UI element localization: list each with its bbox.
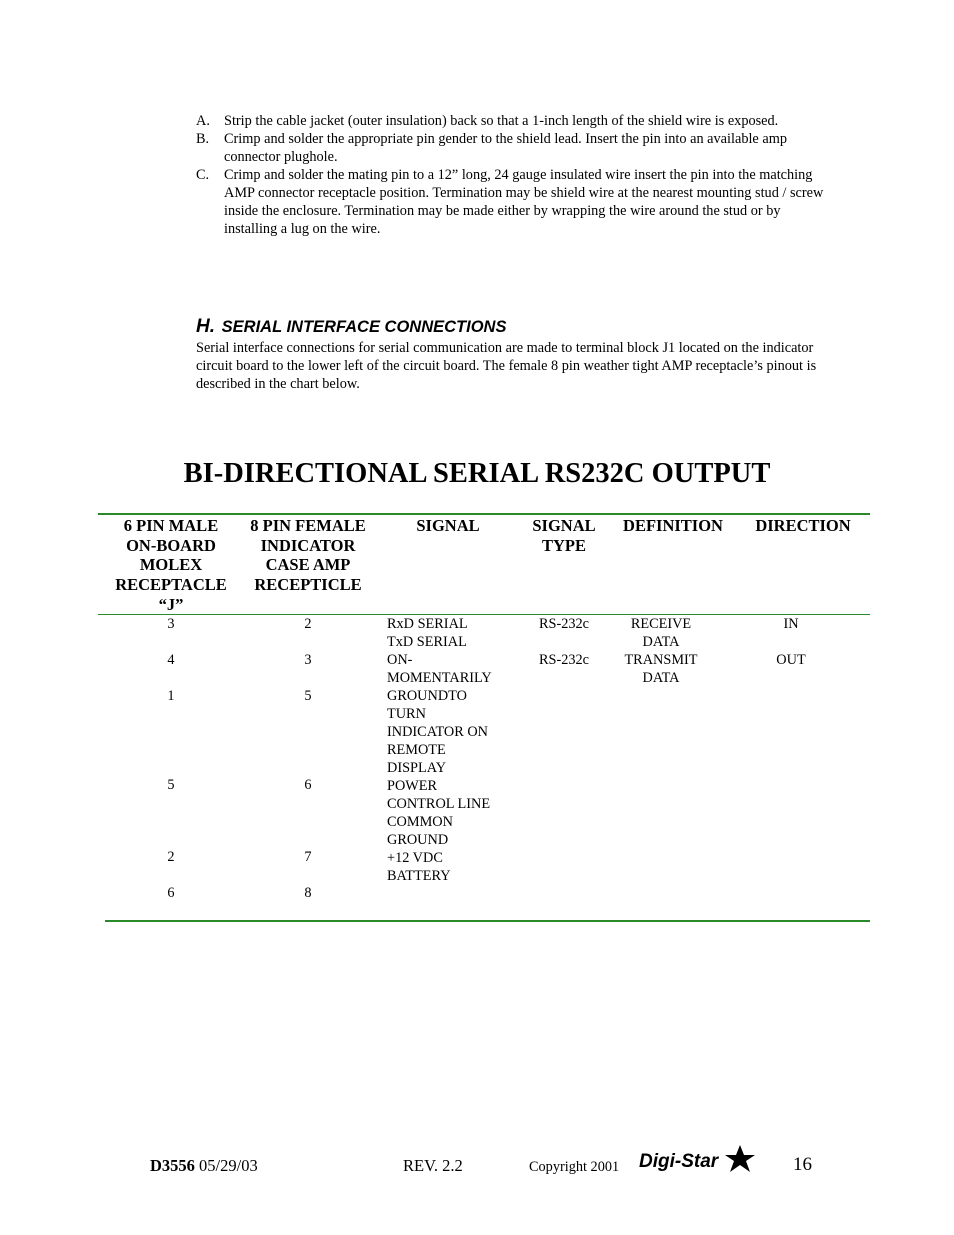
- cell-molex-pin: 1: [167, 688, 175, 704]
- section-heading: [196, 311, 506, 339]
- step-text: Crimp and solder the appropriate pin gender to the shield lead. Insert the pin into an available amp connector plughole.: [224, 131, 787, 165]
- cell-molex-pin: 3: [167, 616, 175, 632]
- cell-signal-type: RS-232c: [538, 652, 590, 668]
- step-letter: C.: [196, 167, 210, 183]
- header-direction: DIRECTION: [755, 516, 851, 535]
- step-letter: B.: [196, 131, 210, 147]
- section-intro: Serial interface connections for serial communication are made to terminal block J1 located on the indicator circuit board to the lower left of the circuit board. The female 8 pin weather tight AMP receptacle’s pinout is described in the chart below.: [196, 340, 817, 392]
- cell-direction: IN: [783, 616, 799, 632]
- cell-amp-pin: 6: [304, 777, 312, 793]
- footer-doc-id: [150, 1156, 258, 1176]
- cell-amp-pin: 2: [304, 616, 312, 632]
- cell-molex-pin: 4: [167, 652, 175, 668]
- cell-amp-pin: 8: [304, 885, 312, 901]
- page-number: 16: [793, 1154, 812, 1175]
- header-signal: SIGNAL: [416, 516, 480, 535]
- step-c: [196, 166, 826, 238]
- cell-molex-pin: 2: [167, 849, 175, 865]
- cell-amp-pin: 3: [304, 652, 312, 668]
- header-molex-receptacle: 6 PIN MALE ON-BOARD MOLEX RECEPTACLE “J”: [115, 516, 227, 614]
- cell-signal-type: RS-232c: [538, 616, 590, 632]
- step-text: Crimp and solder the mating pin to a 12” long, 24 gauge insulated wire insert the pin into the matching AMP connector receptacle position. Termination may be shield wire at the nearest mounting stud / screw inside the enclosure. Termination may be made either by wrapping the wire around the stud or by installing a lug on the wire.: [224, 167, 824, 237]
- step-text: Strip the cable jacket (outer insulation) back so that a 1-inch length of the shield wire is exposed.: [224, 113, 779, 129]
- step-a: [196, 112, 826, 130]
- header-definition: DEFINITION: [623, 516, 723, 535]
- cell-amp-pin: 7: [304, 849, 312, 865]
- cell-definition: TRANSMIT DATA: [624, 652, 698, 686]
- cell-direction: OUT: [776, 652, 806, 668]
- table-title: BI-DIRECTIONAL SERIAL RS232C OUTPUT: [183, 458, 771, 489]
- cell-molex-pin: 6: [167, 885, 175, 901]
- step-letter: A.: [196, 113, 210, 129]
- section-letter: H.: [196, 316, 215, 337]
- header-amp-recepticle: 8 PIN FEMALE INDICATOR CASE AMP RECEPTICLE: [250, 516, 366, 595]
- table-bottom-rule: [105, 920, 870, 922]
- footer-doc-number: D3556: [150, 1156, 195, 1175]
- header-signal-type: SIGNAL TYPE: [532, 516, 596, 555]
- cell-molex-pin: 5: [167, 777, 175, 793]
- footer-revision: REV. 2.2: [403, 1156, 463, 1175]
- table-top-rule: [98, 513, 870, 515]
- instruction-steps: [196, 112, 826, 238]
- cell-amp-pin: 5: [304, 688, 312, 704]
- cell-definition: RECEIVE DATA: [630, 616, 692, 650]
- section-title: SERIAL INTERFACE CONNECTIONS: [221, 318, 507, 336]
- footer-copyright: Copyright 2001: [529, 1159, 620, 1175]
- digi-star-logo-icon: [637, 1143, 757, 1175]
- logo-text: Digi-Star: [639, 1151, 719, 1172]
- footer-date: 05/29/03: [199, 1156, 258, 1175]
- cell-signal-column: RxD SERIAL TxD SERIAL ON- MOMENTARILY GROUNDTO TURN INDICATOR ON REMOTE DISPLAY POWER CONTROL LINE COMMON GROUND +12 VDC BATTERY: [387, 616, 492, 884]
- step-b: [196, 130, 826, 166]
